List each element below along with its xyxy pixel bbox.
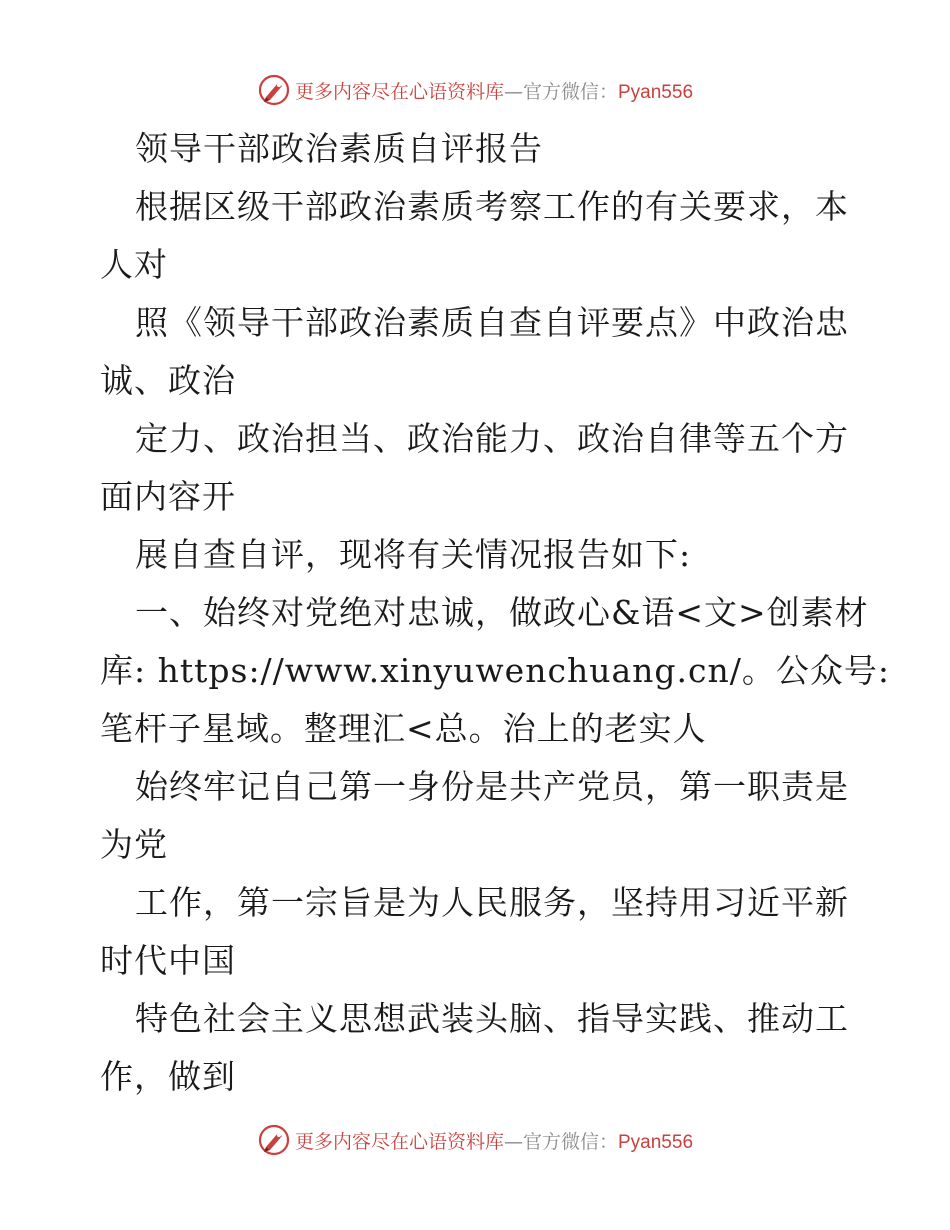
text-line: 面内容开 <box>100 477 236 516</box>
watermark-wechat-label: 官方微信： <box>522 1130 618 1153</box>
watermark-wechat-id: Pyan556 <box>618 81 694 103</box>
document-body <box>100 120 890 1106</box>
text-line: 时代中国 <box>100 941 236 980</box>
text-line: 笔杆子星域。整理汇<总。治上的老实人 <box>100 709 707 748</box>
text-line: 根据区级干部政治素质考察工作的有关要求，本 <box>135 187 849 226</box>
watermark-footer <box>0 1120 950 1160</box>
watermark-separator: — <box>503 1130 523 1153</box>
document-title: 领导干部政治素质自评报告 <box>135 129 543 168</box>
text-line: 作，做到 <box>100 1057 236 1096</box>
text-line: 库: https://www.xinyuwenchuang.cn/。公众号: <box>100 651 890 690</box>
watermark-wechat-label: 官方微信： <box>522 80 618 103</box>
text-line: 诚、政治 <box>100 361 236 400</box>
text-line: 工作，第一宗旨是为人民服务，坚持用习近平新 <box>135 883 849 922</box>
text-line: 为党 <box>100 825 168 864</box>
watermark-header <box>0 70 950 110</box>
text-line: 特色社会主义思想武装头脑、指导实践、推动工 <box>135 999 849 1038</box>
text-line: 始终牢记自己第一身份是共产党员，第一职责是 <box>135 767 849 806</box>
pen-logo-icon <box>257 73 291 107</box>
watermark-main: 更多内容尽在心语资料库 <box>294 80 504 103</box>
watermark-wechat-id: Pyan556 <box>618 1131 694 1153</box>
watermark-main: 更多内容尽在心语资料库 <box>294 1130 504 1153</box>
text-line: 展自查自评，现将有关情况报告如下: <box>135 535 692 574</box>
text-line: 人对 <box>100 245 168 284</box>
text-line: 定力、政治担当、政治能力、政治自律等五个方 <box>135 419 849 458</box>
pen-logo-icon <box>257 1123 291 1157</box>
text-line: 照《领导干部政治素质自查自评要点》中政治忠 <box>135 303 849 342</box>
watermark-separator: — <box>503 80 523 103</box>
section-heading: 一、始终对党绝对忠诚，做政心&语<文>创素材 <box>135 593 869 632</box>
